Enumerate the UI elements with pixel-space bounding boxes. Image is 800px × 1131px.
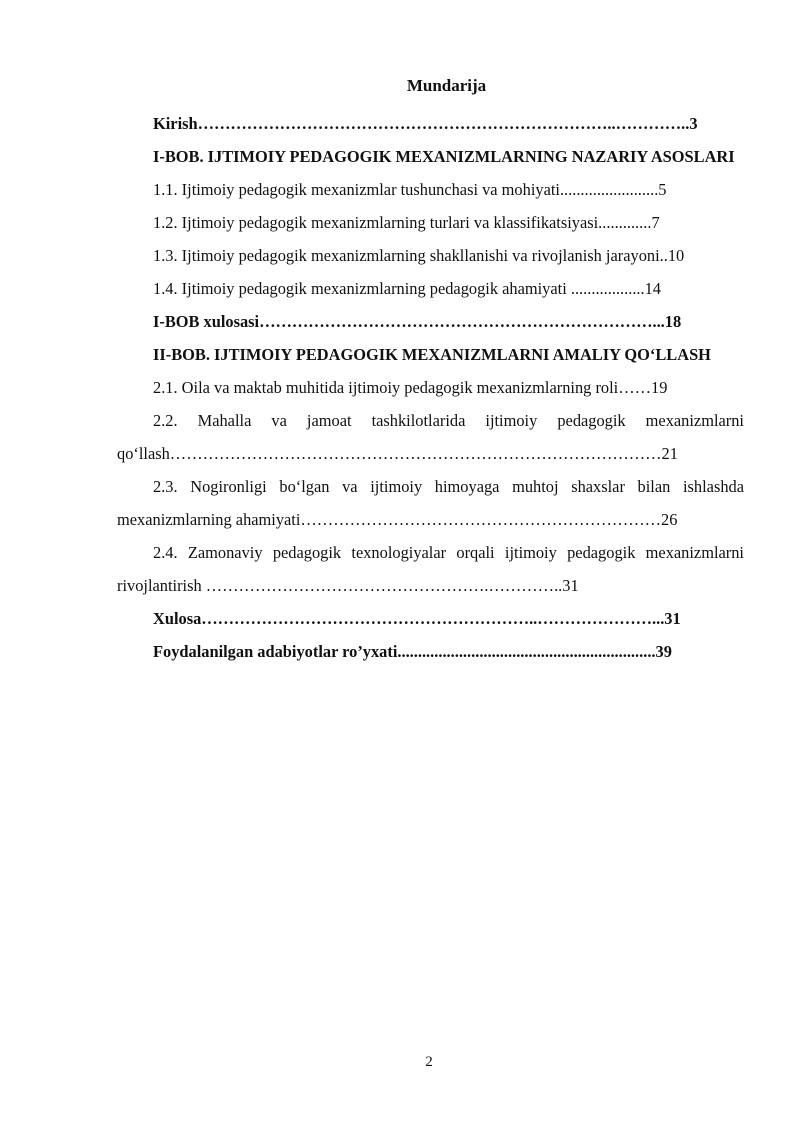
toc-entry-2-3: 2.3. Nogironligi bo‘lgan va ijtimoiy himoyaga muhtoj shaxslar bilan ishlashda mexanizmlarning ahamiyati…………………………………………………………26 (117, 477, 744, 529)
toc-entry-2-4: 2.4. Zamonaviy pedagogik texnologiyalar orqali ijtimoiy pedagogik mexanizmlarni rivojlantirish …………………………………………….…………..31 (117, 543, 744, 595)
page-title: Mundarija (406, 76, 487, 95)
toc-entry-chapter-1: I-BOB. IJTIMOIY PEDAGOGIK MEXANIZMLARNING NAZARIY ASOSLARI (153, 147, 735, 166)
toc-entry-conclusion: Xulosa……………………………………………………..…………………...31 (153, 609, 681, 628)
toc-entry-1-1: 1.1. Ijtimoiy pedagogik mexanizmlar tushunchasi va mohiyati........................5 (153, 180, 667, 199)
toc-entry-chapter-1-summary: I-BOB xulosasi………………………………………………………………...18 (153, 312, 682, 331)
toc-entry-1-4: 1.4. Ijtimoiy pedagogik mexanizmlarning pedagogik ahamiyati ..................14 (153, 279, 662, 298)
toc-entry-2-2: 2.2. Mahalla va jamoat tashkilotlarida ijtimoiy pedagogik mexanizmlarni qo‘llash………………………………………………………………………………21 (117, 411, 744, 463)
toc-entry-1-3: 1.3. Ijtimoiy pedagogik mexanizmlarning shakllanishi va rivojlanish jarayoni..10 (153, 246, 685, 265)
toc-entry-kirish: Kirish…………………………………………………………………..…………..3 (153, 114, 698, 133)
toc-entry-references: Foydalanilgan adabiyotlar ro’yxati...............................................................39 (153, 642, 672, 661)
toc-entry-2-1: 2.1. Oila va maktab muhitida ijtimoiy pedagogik mexanizmlarning roli……19 (153, 378, 668, 397)
toc-entry-1-2: 1.2. Ijtimoiy pedagogik mexanizmlarning turlari va klassifikatsiyasi.............7 (153, 213, 660, 232)
toc-entry-chapter-2: II-BOB. IJTIMOIY PEDAGOGIK MEXANIZMLARNI AMALIY QO‘LLASH (153, 345, 711, 364)
page-number: 2 (425, 1054, 433, 1070)
table-of-contents (117, 107, 744, 668)
